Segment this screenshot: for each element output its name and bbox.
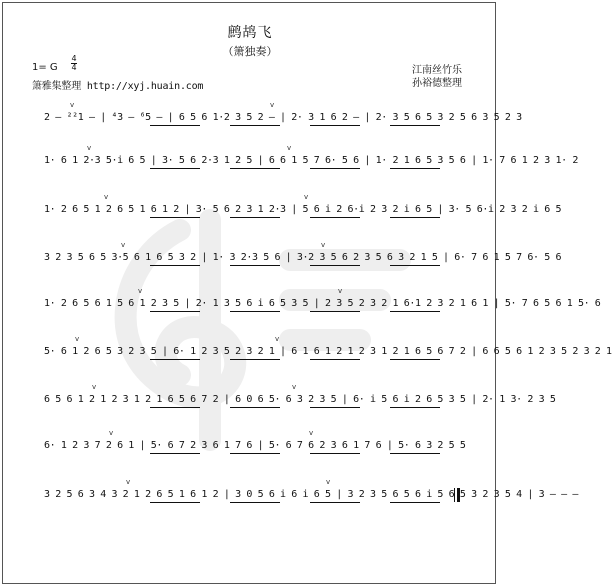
beam-underline xyxy=(150,217,200,218)
beam-underline xyxy=(310,453,360,454)
beam-underline xyxy=(230,407,280,408)
beam-underline xyxy=(230,265,280,266)
origin-label: 江南丝竹乐 xyxy=(412,65,462,76)
time-signature-top: 4 xyxy=(71,54,77,63)
score-line: 6 5 6 1 2 1 2 3 1 2 1 6 5 6 7 2 | 6 0 6 5· 6 3 2 3 5 | 6· i 5 6 i 2 6 5 3 5 | 2· 1 3· 2 3 5 xyxy=(44,394,556,405)
beam-underline xyxy=(150,311,200,312)
beam-underline xyxy=(150,168,200,169)
beam-underline xyxy=(390,265,440,266)
beam-underline xyxy=(150,359,200,360)
breath-mark: v xyxy=(326,478,331,486)
beam-underline xyxy=(310,311,360,312)
beam-underline xyxy=(150,502,200,503)
breath-mark: v xyxy=(104,193,109,201)
beam-underline xyxy=(310,407,360,408)
beam-underline xyxy=(390,125,440,126)
beam-underline xyxy=(390,359,440,360)
breath-mark: v xyxy=(292,383,297,391)
arranger-label: 孙裕德整理 xyxy=(412,78,462,89)
time-signature-bottom: 4 xyxy=(71,63,77,72)
beam-underline xyxy=(390,168,440,169)
beam-underline xyxy=(230,311,280,312)
beam-underline xyxy=(230,453,280,454)
breath-mark: v xyxy=(321,241,326,249)
beam-underline xyxy=(390,453,440,454)
time-signature xyxy=(70,55,78,72)
score-line: 2 ‒ ²²1 ‒ | ⁴3 ‒ ⁶5 ‒ | 6 5 6 1·2 3 5 2 ‒ | 2· 3 1 6 2 ‒ | 2· 3 5 6 5 3 2 5 6 3 5 2 3 xyxy=(44,112,522,123)
beam-underline xyxy=(310,168,360,169)
score-line: 3 2 5 6 3 4 3 2 1 2 6 5 1 6 1 2 | 3 0 5 6 i 6 i 6 5 | 3 2 3 5 6 5 6 i 5 6 5 3 2 3 5 4 | 3 ‒ ‒ ‒ xyxy=(44,489,578,500)
beam-underline xyxy=(230,168,280,169)
beam-underline xyxy=(390,311,440,312)
beam-underline xyxy=(310,265,360,266)
score-line: 1· 6 1 2·3 5·i 6 5 | 3· 5 6 2·3 1 2 5 | 6 6 1 5 7 6· 5 6 | 1· 2 1 6 5 3 5 6 | 1· 7 6 1 2 3 1· 2 xyxy=(44,155,578,166)
breath-mark: v xyxy=(92,383,97,391)
breath-mark: v xyxy=(75,335,80,343)
breath-mark: v xyxy=(126,478,131,486)
breath-mark: v xyxy=(70,101,75,109)
beam-underline xyxy=(310,359,360,360)
score-line: 1· 2 6 5 1 2 6 5 1 6 1 2 | 3· 5 6 2 3 1 2·3 | 5 6 i 2 6·i 2 3 2 i 6 5 | 3· 5 6·i 2 3 2 i 6 5 xyxy=(44,204,562,215)
beam-underline xyxy=(310,125,360,126)
breath-mark: v xyxy=(270,101,275,109)
score-line: 5· 6 1 2 6 5 3 2 3 5 | 6· 1 2 3 5 2 3 2 1 | 6 1 6 1 2 1 2 3 1 2 1 6 5 6 7 2 | 6 6 5 6 1 2 3 5 2 3 2 1 xyxy=(44,346,612,357)
beam-underline xyxy=(310,217,360,218)
key-signature: 1= G xyxy=(32,62,58,73)
beam-underline xyxy=(150,407,200,408)
breath-mark: v xyxy=(338,287,343,295)
publisher-info: 箫雅集整理 http://xyj.huain.com xyxy=(32,81,204,92)
beam-underline xyxy=(310,502,360,503)
beam-underline xyxy=(230,217,280,218)
score-line: 6· 1 2 3 7 2 6 1 | 5· 6 7 2 3 6 1 7 6 | 5· 6 7 6 2 3 6 1 7 6 | 5· 6 3 2 5 5 xyxy=(44,440,466,451)
breath-mark: v xyxy=(109,429,114,437)
score-line: 3 2 3 5 6 5 3·5 6 1 6 5 3 2 | 1· 3 2·3 5 6 | 3·2 3 5 6 2 3 5 6 3 2 1 5 | 6· 7 6 1 5 7 6· 5 6 xyxy=(44,252,562,263)
final-barline xyxy=(454,488,460,502)
beam-underline xyxy=(390,407,440,408)
beam-underline xyxy=(390,502,440,503)
beam-underline xyxy=(230,502,280,503)
credits xyxy=(412,64,462,90)
song-subtitle: （箫独奏） xyxy=(222,45,278,58)
breath-mark: v xyxy=(304,193,309,201)
treble-clef-watermark xyxy=(60,200,440,460)
beam-underline xyxy=(390,217,440,218)
breath-mark: v xyxy=(275,335,280,343)
beam-underline xyxy=(150,453,200,454)
beam-underline xyxy=(150,125,200,126)
breath-mark: v xyxy=(309,429,314,437)
score-line: 1· 2 6 5 6 1 5 6 1 2 3 5 | 2· 1 3 5 6 i 6 5 3 5 | 2 3 5 2 3 2 1 6·1 2 3 2 1 6 1 | 5· 7 6 5 6 1 5· 6 xyxy=(44,298,601,309)
beam-underline xyxy=(230,359,280,360)
breath-mark: v xyxy=(138,287,143,295)
song-title: 鹧鸪飞 xyxy=(227,25,273,41)
beam-underline xyxy=(230,125,280,126)
breath-mark: v xyxy=(287,144,292,152)
breath-mark: v xyxy=(121,241,126,249)
breath-mark: v xyxy=(87,144,92,152)
beam-underline xyxy=(150,265,200,266)
